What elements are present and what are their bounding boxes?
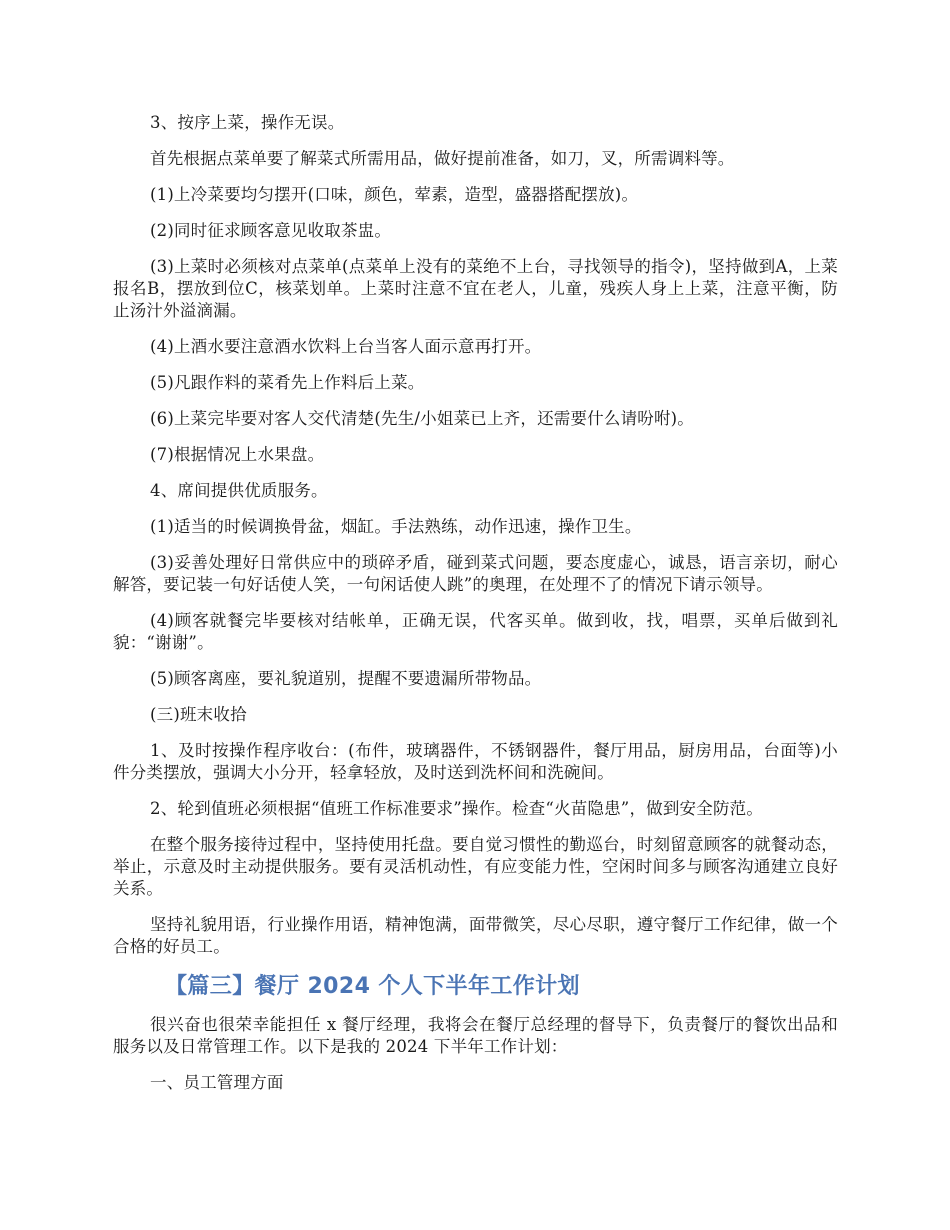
section-heading: 【篇三】餐厅 2024 个人下半年工作计划 <box>165 974 580 999</box>
paragraph: (1)上冷菜要均匀摆开(口味，颜色，荤素，造型，盛器搭配摆放)。 <box>150 185 639 204</box>
paragraph: 1、及时按操作程序收台：(布件，玻璃器件，不锈钢器件，餐厅用品，厨房用品，台面等)小件分类摆放，强调大小分开，轻拿轻放，及时送到洗杯间和洗碗间。 <box>113 741 838 782</box>
paragraph: 在整个服务接待过程中，坚持使用托盘。要自觉习惯性的勤巡台，时刻留意顾客的就餐动态，举止，示意及时主动提供服务。要有灵活机动性，有应变能力性，空闲时间多与顾客沟通建立良好关系。 <box>113 835 838 898</box>
paragraph: (4)顾客就餐完毕要核对结帐单，正确无误，代客买单。做到收，找，唱票，买单后做到礼貌：“谢谢”。 <box>113 611 838 652</box>
paragraph: 4、席间提供优质服务。 <box>150 481 328 500</box>
paragraph: (4)上酒水要注意酒水饮料上台当客人面示意再打开。 <box>150 337 542 356</box>
paragraph: 首先根据点菜单要了解菜式所需用品，做好提前准备，如刀，叉，所需调料等。 <box>150 149 735 168</box>
paragraph: (3)妥善处理好日常供应中的琐碎矛盾，碰到菜式问题，要态度虚心，诚恳，语言亲切，耐心解答，要记装一句好话使人笑，一句闲话使人跳”的奥理，在处理不了的情况下请示领导。 <box>113 553 838 594</box>
document-body <box>113 112 838 1108</box>
paragraph: (5)凡跟作料的菜肴先上作料后上菜。 <box>150 373 425 392</box>
paragraph: (7)根据情况上水果盘。 <box>150 445 325 464</box>
paragraph: 坚持礼貌用语，行业操作用语，精神饱满，面带微笑，尽心尽职，遵守餐厅工作纪律，做一个合格的好员工。 <box>113 915 838 956</box>
paragraph: 3、按序上菜，操作无误。 <box>150 113 345 132</box>
paragraph: 很兴奋也很荣幸能担任 x 餐厅经理，我将会在餐厅总经理的督导下，负责餐厅的餐饮出品和服务以及日常管理工作。以下是我的 2024 下半年工作计划： <box>113 1015 838 1056</box>
paragraph: 一、员工管理方面 <box>150 1073 284 1092</box>
paragraph: (3)上菜时必须核对点菜单(点菜单上没有的菜绝不上台，寻找领导的指令)，坚持做到A，上菜报名B，摆放到位C，核菜划单。上菜时注意不宜在老人，儿童，残疾人身上上菜，注意平衡，防止汤汁外溢滴漏。 <box>113 257 838 320</box>
paragraph: (6)上菜完毕要对客人交代清楚(先生/小姐菜已上齐，还需要什么请吩咐)。 <box>150 409 695 428</box>
paragraph: (三)班末收拾 <box>150 705 247 724</box>
paragraph: (1)适当的时候调换骨盆，烟缸。手法熟练，动作迅速，操作卫生。 <box>150 517 642 536</box>
paragraph: (2)同时征求顾客意见收取茶盅。 <box>150 221 392 240</box>
paragraph: 2、轮到值班必须根据“值班工作标准要求”操作。检查“火苗隐患”，做到安全防范。 <box>150 799 764 818</box>
paragraph: (5)顾客离座，要礼貌道别，提醒不要遗漏所带物品。 <box>150 669 542 688</box>
